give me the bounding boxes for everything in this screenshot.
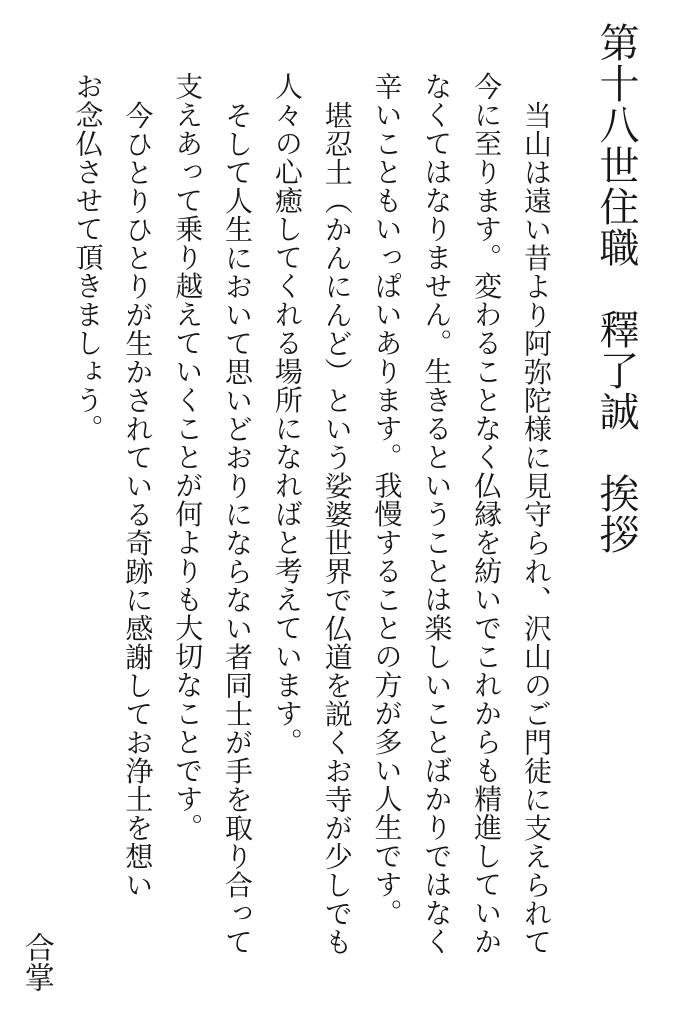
text-line: 今に至ります。変わることなく仏縁を紡いでこれからも精進していか	[470, 72, 504, 956]
letter-body	[63, 22, 561, 994]
text-line: 当山は遠い昔より阿弥陀様に見守られ、沢山のご門徒に支えられて	[520, 101, 553, 957]
text-line: 今ひとりひとりが生かされている奇跡に感謝してお浄土を想い	[121, 101, 155, 900]
text-line: そして人生において思いどおりにならない者同士が手を取り合って	[221, 101, 255, 957]
page-title: 第十八世住職 釋了誠 挨拶	[593, 22, 639, 555]
text-line: なくてはなりません。生きるということは楽しいことばかりではなく	[420, 72, 454, 956]
text-line: 人々の心癒してくれる場所になればと考えています。	[270, 72, 304, 756]
text-line: 支えあって乗り越えていくことが何よりも大切なことです。	[171, 72, 205, 842]
text-line: 辛いこともいっぱいあります。我慢することの方が多い人生です。	[370, 72, 404, 927]
closing-gassho: 合掌	[18, 932, 54, 992]
text-line: お念仏させて頂きましょう。	[71, 72, 105, 443]
text-line: 堪忍土（かんにんど）という娑婆世界で仏道を説くお寺が少しでも	[320, 101, 354, 957]
